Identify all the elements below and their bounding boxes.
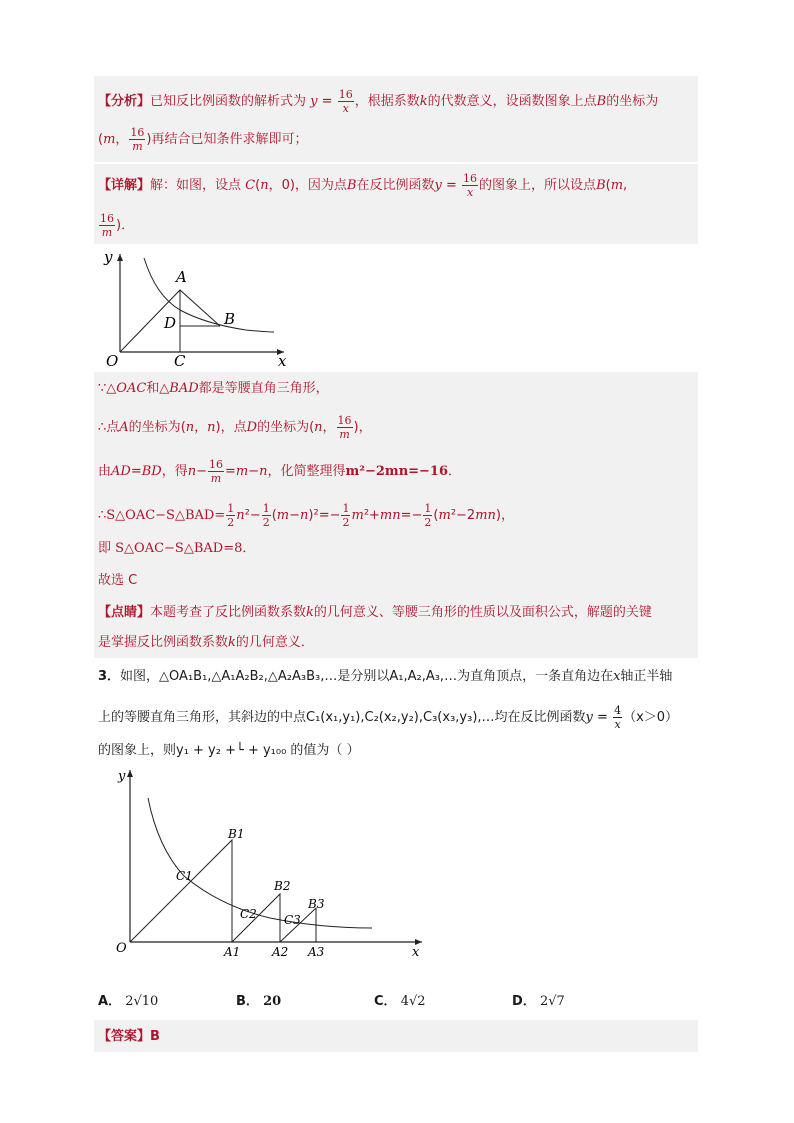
answer-line — [98, 1028, 160, 1046]
fig1-label-o: O — [106, 352, 119, 370]
fig2-label-a2: A2 — [272, 945, 289, 959]
fig2-label-y: y — [118, 769, 126, 784]
remark-line-2: 是掌握反比例函数系数k的几何意义． — [98, 635, 314, 650]
analysis-tag: 【分析】 — [98, 94, 151, 109]
answer-tag: 【答案】 — [98, 1029, 151, 1044]
question-3-line-3: 的图象上，则y₁ + y₂ +└ + y₁₀₀ 的值为（ ） — [98, 743, 360, 758]
figure-1 — [96, 248, 290, 370]
answer-background — [94, 1020, 698, 1052]
analysis-line-1: 【分析】已知反比例函数的解析式为 y = $\frac{16}{x}$ ，根据系数k的代数意义，设函数图象上点B的坐标为 — [98, 88, 659, 115]
question-3-line-1: 3．如图，△OA₁B₁,△A₁A₂B₂,△A₂A₃B₃,…是分别以A₁,A₂,A₃,…为直角顶点，一条直角边在x轴正半轴 — [98, 669, 673, 684]
option-b[interactable]: B． 20 — [236, 994, 282, 1009]
fig1-label-b: B — [224, 310, 236, 328]
fig1-label-x: x — [278, 352, 287, 370]
fig2-label-o: O — [116, 941, 127, 956]
step-4: ∴S△OAC−S△BAD= $\frac{1}{2}$ n²− $\frac{1}{2}$ (m−n)²=− $\frac{1}{2}$ m²+mn=− $\frac{1}{2}$ (m²−2mn)， — [98, 502, 514, 529]
fig1-label-y: y — [104, 248, 113, 266]
remark-line-1: 【点睛】本题考查了反比例函数系数k的几何意义、等腰三角形的性质以及面积公式，解题的关键 — [98, 605, 652, 620]
fig2-label-b1: B1 — [228, 827, 245, 841]
solution-background — [94, 372, 698, 626]
figure-2 — [110, 766, 430, 962]
fig1-label-d: D — [164, 314, 177, 332]
detail-line-2: $\frac{16}{m}$ )． — [100, 212, 135, 239]
fig2-label-b2: B2 — [274, 879, 291, 893]
fig2-label-c2: C2 — [240, 907, 257, 921]
remark-tag: 【点睛】 — [98, 605, 151, 620]
step-1: ∵△OAC和△BAD都是等腰直角三角形， — [98, 381, 329, 396]
analysis-line-2: (m， $\frac{16}{m}$ )再结合已知条件求解即可； — [98, 126, 308, 153]
option-d[interactable]: D． 2√7 — [512, 994, 565, 1009]
detail-line-1: 【详解】解：如图，设点 C(n，0)，因为点B在反比例函数y = $\frac{16}{x}$ 的图象上，所以设点B(m, — [98, 172, 628, 199]
step-3: 由AD=BD，得n− $\frac{16}{m}$ =m−n，化简整理得m²−2mn=−16． — [98, 458, 462, 485]
fig2-label-b3: B3 — [308, 897, 325, 911]
fig2-label-a3: A3 — [308, 945, 325, 959]
fig1-label-a: A — [176, 268, 187, 286]
option-c[interactable]: C． 4√2 — [374, 994, 426, 1009]
step-2: ∴点A的坐标为(n，n)，点D的坐标为(n， $\frac{16}{m}$ )， — [98, 414, 372, 441]
fig2-label-x: x — [412, 945, 420, 960]
fig2-label-c1: C1 — [176, 869, 193, 883]
option-a[interactable]: A． 2√10 — [98, 994, 159, 1009]
fig1-label-c: C — [174, 352, 186, 370]
question-3-line-2: 上的等腰直角三角形，其斜边的中点C₁(x₁,y₁),C₂(x₂,y₂),C₃(x₃,y₃),…均在反比例函数y = $\frac{4}{x}$ （x＞0） — [98, 704, 679, 731]
fig2-label-c3: C3 — [284, 913, 301, 927]
conclusion: 故选 C — [98, 573, 138, 588]
step-5: 即 S△OAC−S△BAD=8． — [98, 541, 256, 556]
detail-tag: 【详解】 — [98, 178, 151, 193]
fig2-label-a1: A1 — [224, 945, 241, 959]
question-number: 3． — [98, 669, 121, 684]
answer-value: B — [150, 1029, 160, 1044]
